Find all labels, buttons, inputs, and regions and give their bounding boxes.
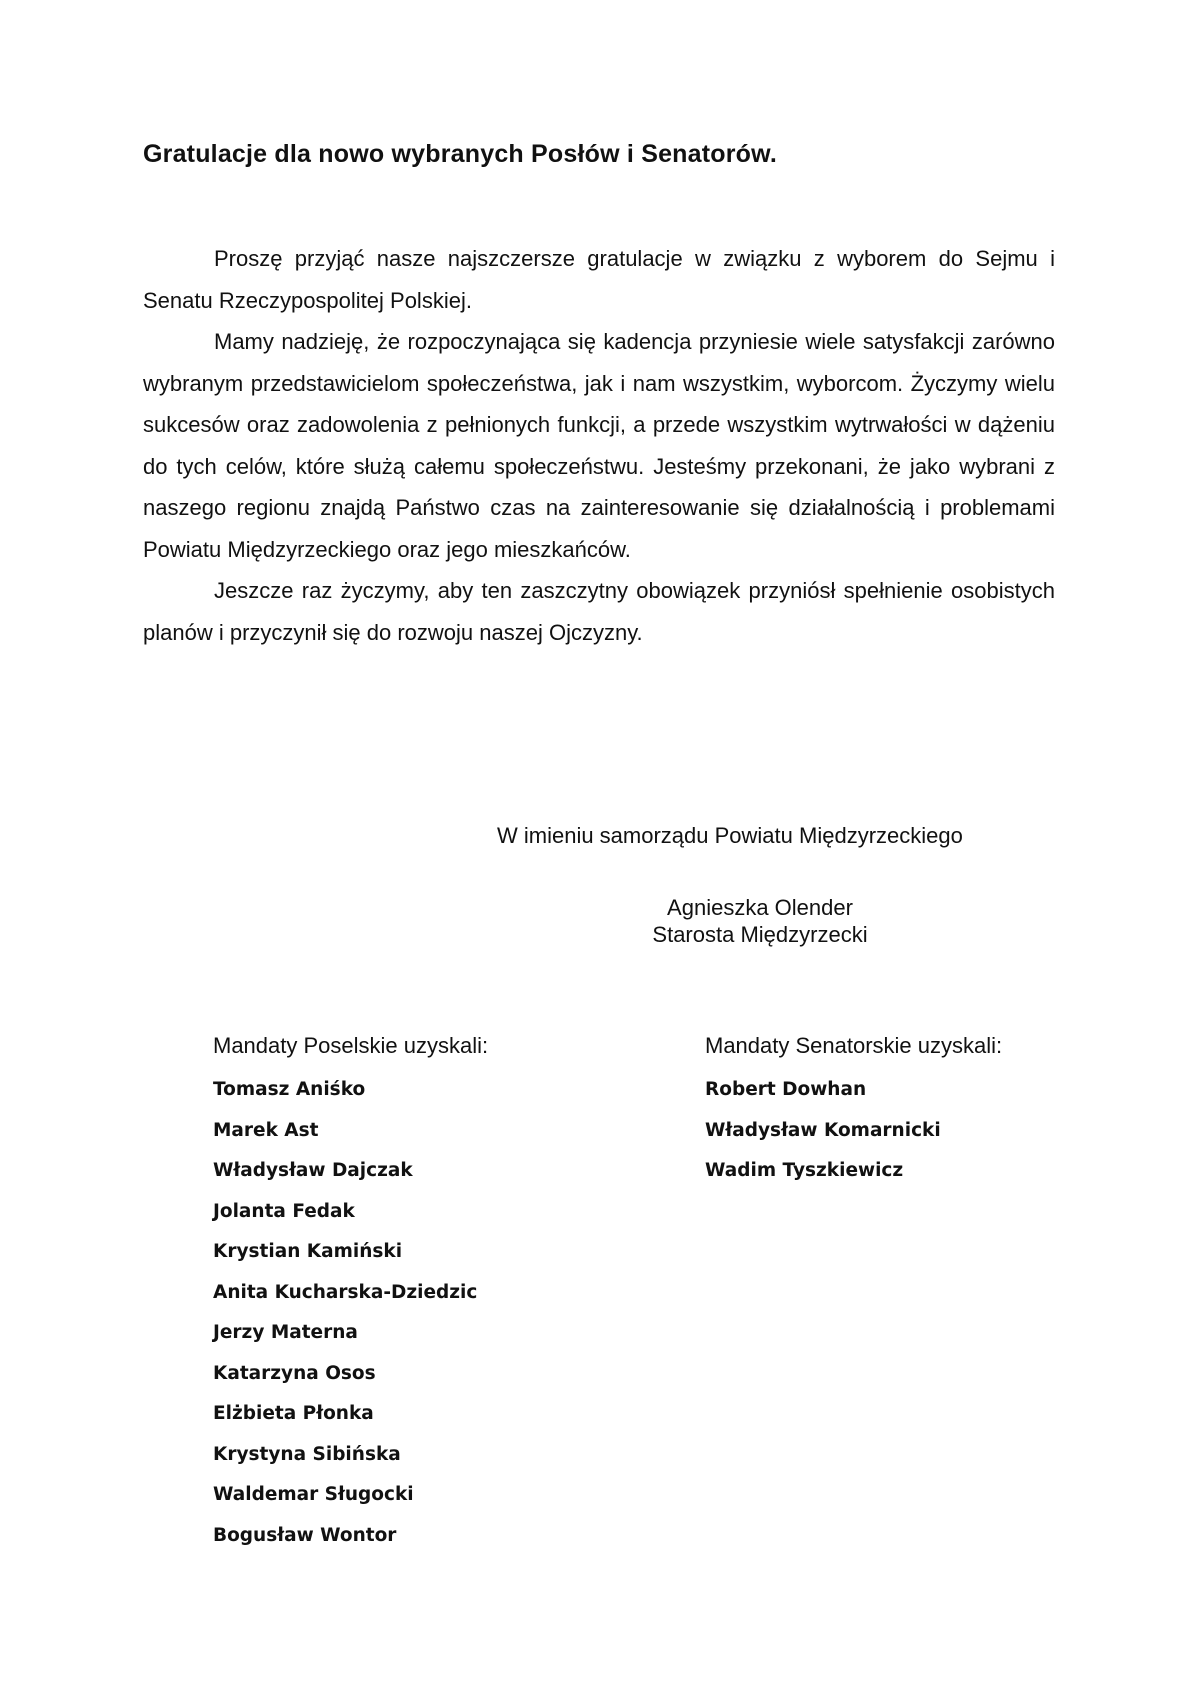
on-behalf-line: W imieniu samorządu Powiatu Międzyrzeckiego [497,823,963,848]
list-item: Bogusław Wontor [213,1524,397,1546]
list-item: Jolanta Fedak [213,1200,355,1222]
senate-mandates-section [705,1032,1002,1192]
list-item: Wadim Tyszkiewicz [705,1160,904,1181]
list-item: Katarzyna Osos [213,1362,376,1384]
senate-mandates-heading: Mandaty Senatorskie uzyskali: [705,1033,1003,1058]
paragraph-congratulations: Proszę przyjąć nasze najszczersze gratulacje w związku z wyborem do Sejmu i Senatu Rzeczypospolitej Polskiej. [143,246,1055,313]
sejm-mandates-heading: Mandaty Poselskie uzyskali: [213,1033,489,1058]
list-item: Robert Dowhan [705,1079,867,1100]
list-item: Waldemar Sługocki [213,1484,414,1505]
letter-title: Gratulacje dla nowo wybranych Posłów i Senatorów. [143,140,778,168]
list-item: Krystyna Sibińska [213,1443,401,1465]
signatory-position: Starosta Międzyrzecki [652,922,868,947]
paragraph-wishes: Jeszcze raz życzymy, aby ten zaszczytny obowiązek przyniósł spełnienie osobistych planów i przyczynił się do rozwoju naszej Ojczyzny. [143,578,1055,645]
sejm-mandates-list [213,1070,488,1556]
list-item: Marek Ast [213,1119,319,1141]
letter-body [143,238,1055,653]
list-item: Krystian Kamiński [213,1241,403,1262]
list-item: Władysław Dajczak [213,1160,413,1181]
list-item: Jerzy Materna [213,1322,358,1343]
signature-block [500,894,1020,948]
paragraph-hopes: Mamy nadzieję, że rozpoczynająca się kadencja przyniesie wiele satysfakcji zarówno wybranym przedstawicielom społeczeństwa, jak i nam wszystkim, wyborcom. Życzymy wielu sukcesów oraz zadowolenia z pełnionych funkcji, a przede wszystkim wytrwałości w dążeniu do tych celów, które służą całemu społeczeństwu. Jesteśmy przekonani, że jako wybrani z naszego regionu znajdą Państwo czas na zainteresowanie się działalnością i problemami Powiatu Międzyrzeckiego oraz jego mieszkańców. [143,329,1055,562]
senate-mandates-list [705,1070,1002,1192]
list-item: Tomasz Aniśko [213,1079,366,1100]
sejm-mandates-section [213,1032,488,1556]
list-item: Elżbieta Płonka [213,1403,374,1424]
signatory-name: Agnieszka Olender [667,895,853,920]
list-item: Anita Kucharska-Dziedzic [213,1281,478,1303]
list-item: Władysław Komarnicki [705,1119,941,1141]
